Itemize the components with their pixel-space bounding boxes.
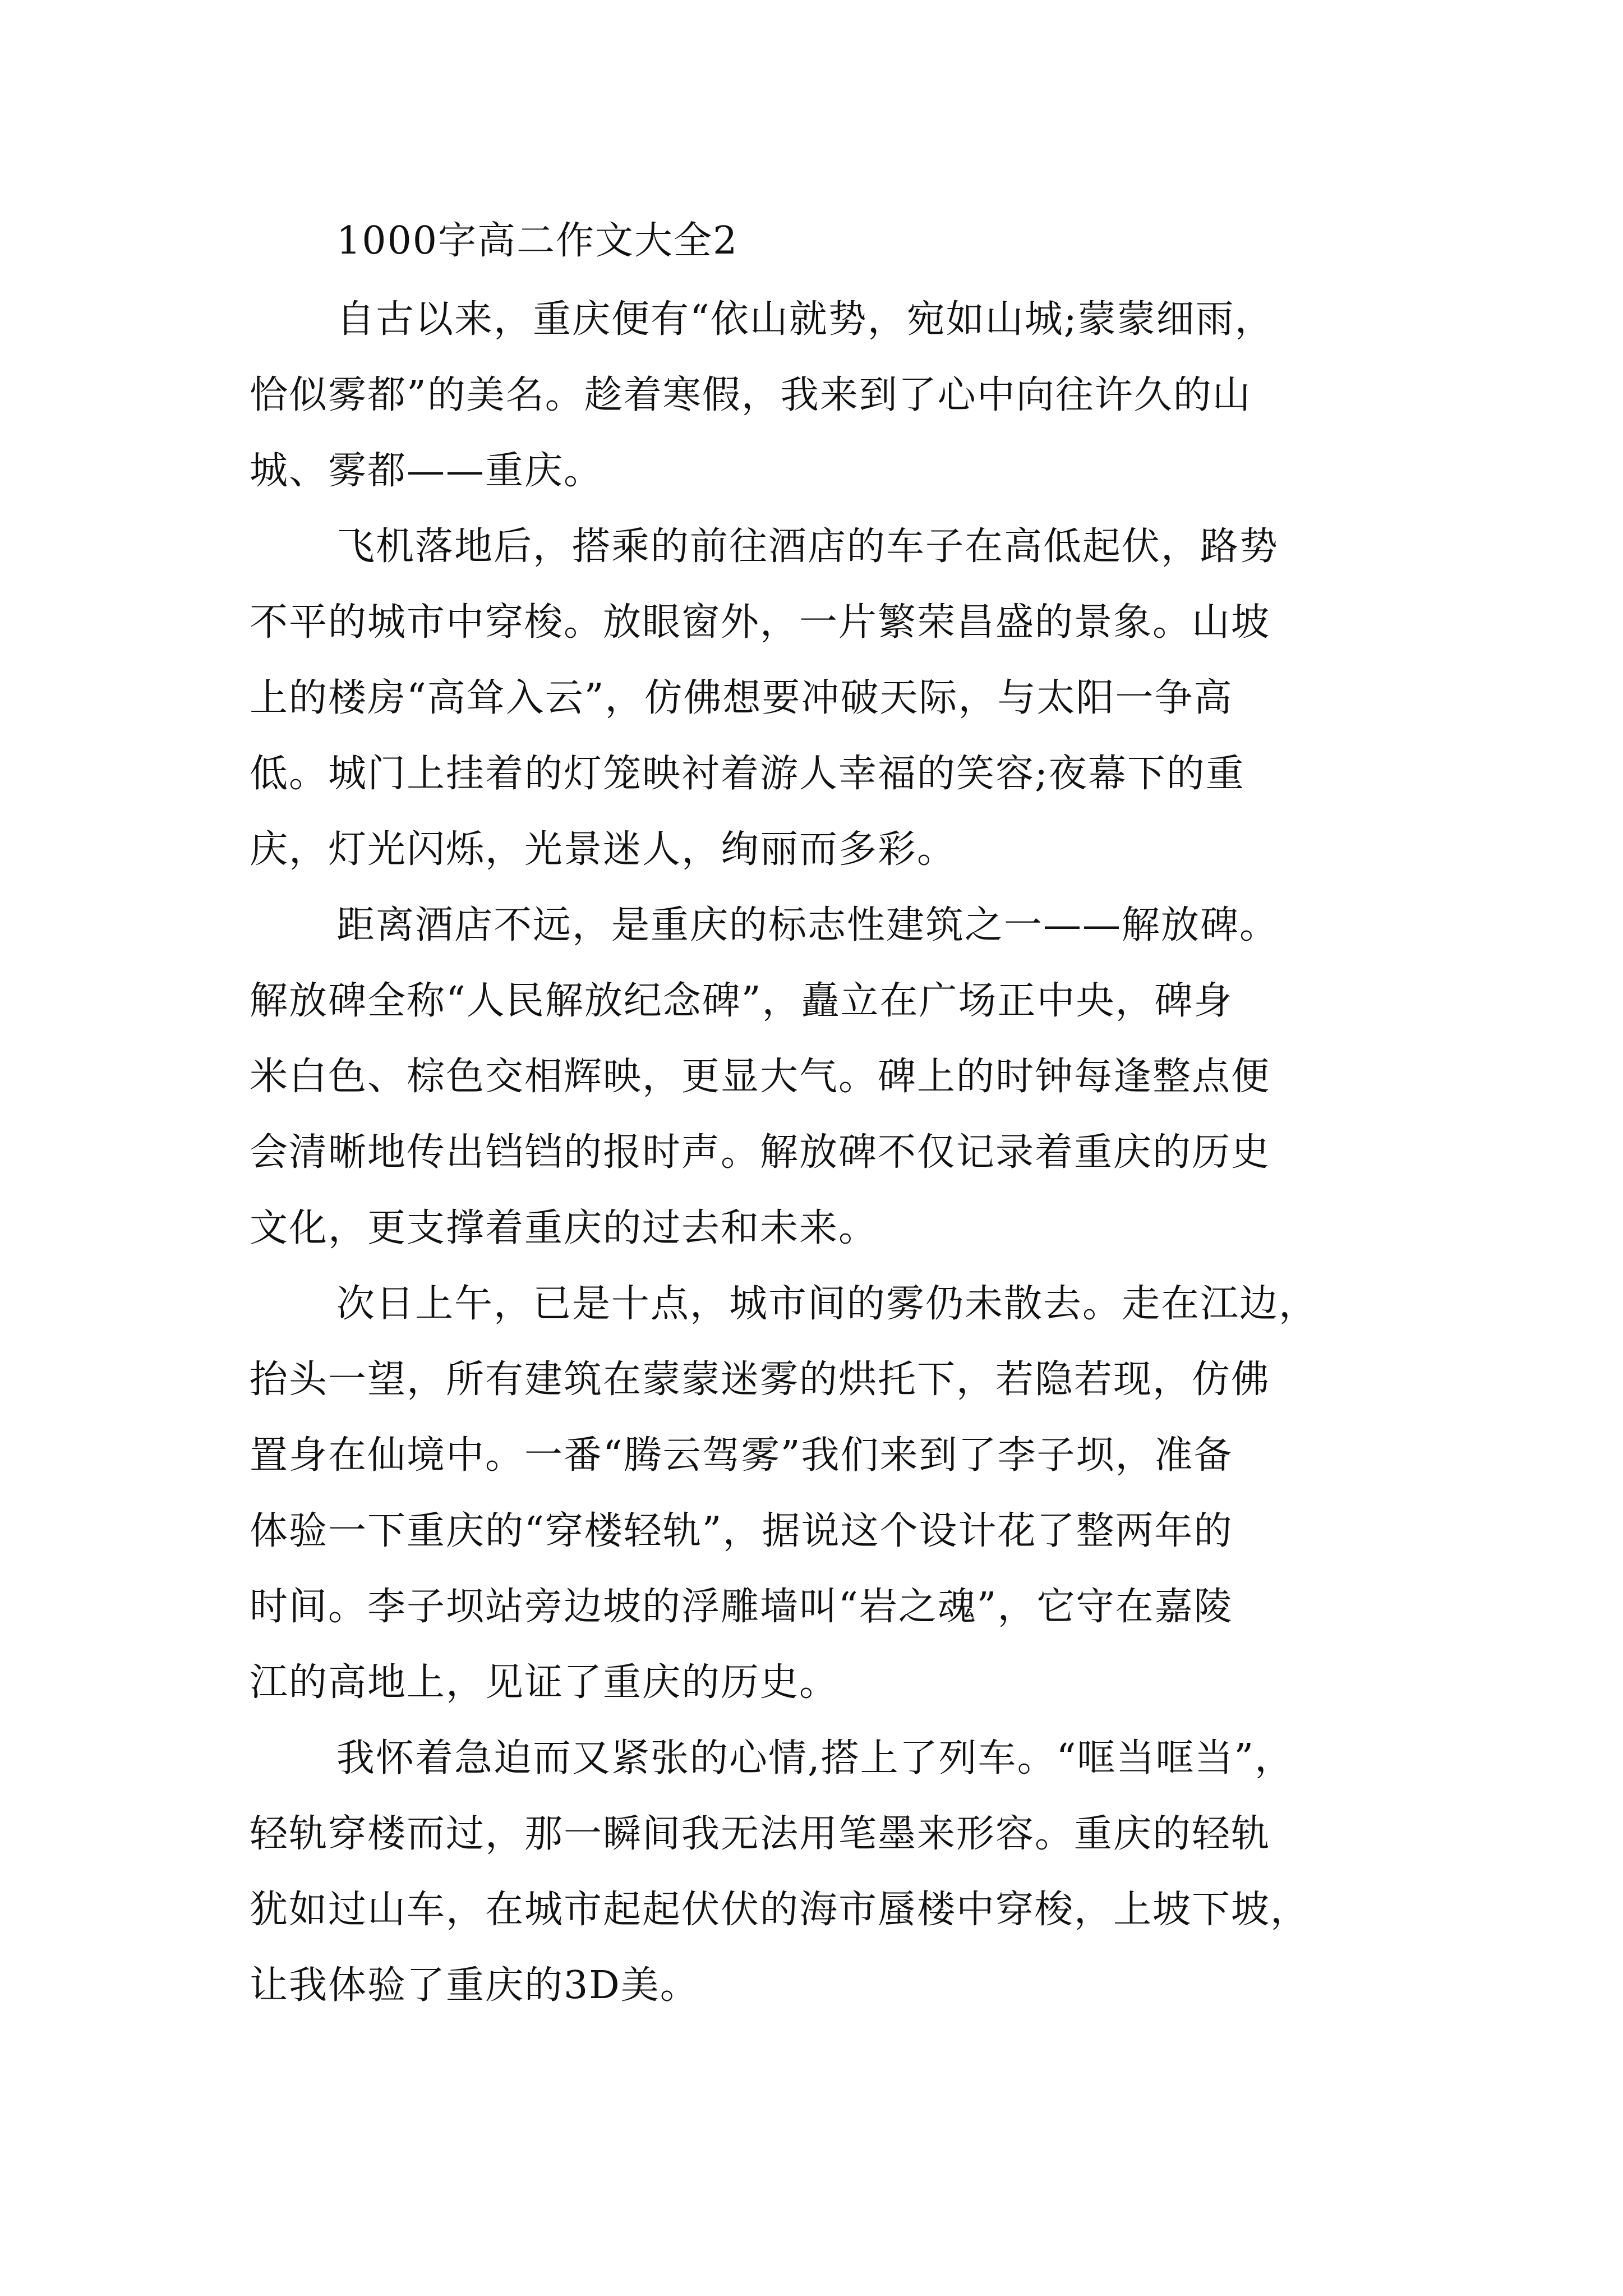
paragraph-line: 城、雾都——重庆。: [250, 449, 603, 493]
paragraph-line: 文化，更支撑着重庆的过去和未来。: [250, 1206, 878, 1250]
paragraph-line: 解放碑全称“人民解放纪念碑”，矗立在广场正中央，碑身: [250, 979, 1233, 1023]
paragraph-line: 让我体验了重庆的3D美。: [250, 1963, 699, 2008]
paragraph-line: 庆，灯光闪烁，光景迷人，绚丽而多彩。: [250, 827, 957, 872]
paragraph-line: 米白色、棕色交相辉映，更显大气。碑上的时钟每逢整点便: [250, 1055, 1271, 1099]
paragraph-line: 抬头一望，所有建筑在蒙蒙迷雾的烘托下，若隐若现，仿佛: [250, 1358, 1271, 1402]
paragraph-line: 恰似雾都”的美名。趁着寒假，我来到了心中向往许久的山: [250, 373, 1252, 417]
paragraph-line: 低。城门上挂着的灯笼映衬着游人幸福的笑容;夜幕下的重: [250, 752, 1245, 796]
paragraph-line: 轻轨穿楼而过，那一瞬间我无法用笔墨来形容。重庆的轻轨: [250, 1812, 1271, 1856]
paragraph-line: 距离酒店不远，是重庆的标志性建筑之一——解放碑。: [336, 903, 1279, 947]
document-title: 1000字高二作文大全2: [336, 219, 739, 263]
paragraph-line: 体验一下重庆的“穿楼轻轨”，据说这个设计花了整两年的: [250, 1509, 1233, 1553]
paragraph-line: 置身在仙境中。一番“腾云驾雾”我们来到了李子坝，准备: [250, 1433, 1233, 1478]
paragraph-line: 犹如过山车，在城市起起伏伏的海市蜃楼中穿梭，上坡下坡，: [250, 1888, 1310, 1932]
paragraph-line: 会清晰地传出铛铛的报时声。解放碑不仅记录着重庆的历史: [250, 1130, 1271, 1175]
paragraph-line: 飞机落地后，搭乘的前往酒店的车子在高低起伏，路势: [336, 524, 1279, 569]
paragraph-line: 次日上午，已是十点，城市间的雾仍未散去。走在江边，: [336, 1282, 1318, 1326]
paragraph-line: 上的楼房“高耸入云”，仿佛想要冲破天际，与太阳一争高: [250, 676, 1233, 720]
paragraph-line: 自古以来，重庆便有“依山就势，宛如山城;蒙蒙细雨，: [336, 297, 1274, 342]
paragraph-line: 时间。李子坝站旁边坡的浮雕墙叫“岩之魂”，它守在嘉陵: [250, 1585, 1233, 1629]
paragraph-line: 我怀着急迫而又紧张的心情,搭上了列车。“哐当哐当”，: [336, 1736, 1294, 1780]
paragraph-line: 江的高地上，见证了重庆的历史。: [250, 1660, 839, 1705]
paragraph-line: 不平的城市中穿梭。放眼窗外，一片繁荣昌盛的景象。山坡: [250, 600, 1271, 645]
